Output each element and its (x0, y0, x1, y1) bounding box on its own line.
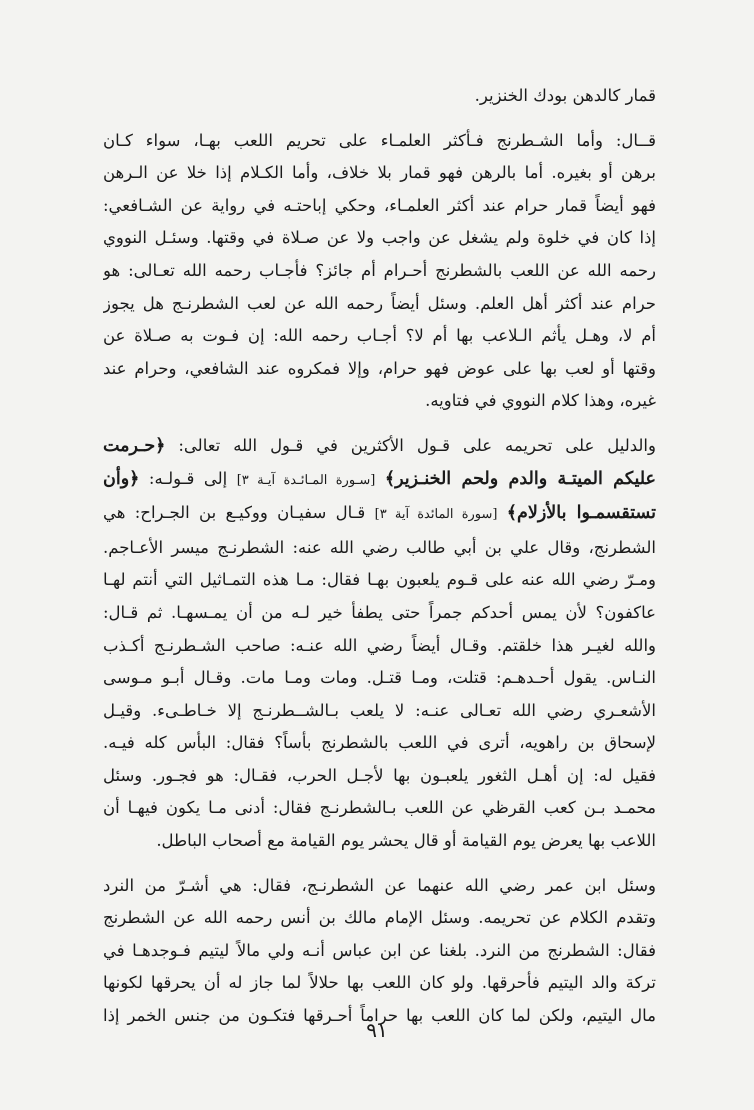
verse-reference: [سورة المائدة آية ٣] (374, 507, 498, 523)
text-run: إلى قـولـه: (148, 468, 228, 488)
text-line: حرام عند أكثر أهل العلم. وسئل أيضاً رحمه الله عن لعب الشطرنـج هل يجوز (103, 293, 656, 313)
text-line (103, 497, 656, 532)
text-line: النـاس. يقول أحـدهـم: قتلت، ومـا قتـل. ومات ومـا مات. وقـال أبـو مـوسى (103, 668, 656, 688)
text-line: تركة والد اليتيم فأحرقها. ولو كان اللعب بها حلالاً لما جاز له أن يحرقها لكونها (103, 973, 656, 993)
text-line: لإسحاق بن راهويه، أترى في اللعب بالشطرنج بأساً؟ فقال: البأس كله فيـه. (103, 733, 656, 753)
text-line: فقيل له: إن أهـل الثغور يلعبـون بها لأجـل الحرب، فقـال: هو فجـور. وسئل (103, 765, 656, 785)
text-line (103, 463, 656, 498)
text-line: اللاعب بها يعرض يوم القيامة أو قال يحشر يوم القيامة مع أصحاب الباطل. (156, 831, 656, 851)
text-line: وتقدم الكلام عن تحريمه. وسئل الإمام مالك بن أنس رحمه الله عن الشطرنج (103, 908, 656, 928)
text-line: فقال: الشطرنج من النرد. بلغنا عن ابن عباس أنـه ولي مالاً ليتيم فـوجدهـا في (103, 940, 656, 960)
quran-quote: ﴿حـرمت (103, 435, 166, 456)
text-line: محمـد بـن كعب القرظي عن اللعب بـالشطرنـج فقال: أدنى مـا يكون فيهـا أن (103, 798, 656, 818)
text-line: والله لغيـر هذا خلقتم. وقـال أيضاً رضي الله عنـه: صاحب الشـطرنـج أكـذب (103, 635, 656, 655)
verse-reference: [سـورة المـائـدة آيـة ٣] (236, 472, 376, 488)
text-line: غيره، وهذا كلام النووي في فتاويه. (425, 391, 656, 411)
text-line: ومـرّ رضي الله عنه على قـوم يلعبون بهـا فقال: مـا هذه التمـاثيل التي أنتم لهـا (103, 570, 656, 590)
paragraph-2 (103, 430, 656, 858)
text-line: وسئل ابن عمر رضي الله عنهما عن الشطرنـج، فقال: هي أشـرّ من النرد (103, 875, 656, 895)
text-line: الأشعـري رضي الله تعـالى عنـه: لا يلعب بـالشــطرنـج إلا خـاطـىء. وقيـل (103, 700, 656, 720)
header-line: قمار كالدهن بودك الخنزير. (474, 86, 656, 105)
text-line: مال اليتيم، ولكن لما كان اللعب بها حراماً أحـرقها فتكـون من جنس الخمر إذا (103, 1006, 656, 1026)
text-line: برهن أو بغيره. أما بالرهن فهو قمار بلا خلاف، وأما الكـلام إذا خلا عن الـرهن (103, 163, 656, 183)
text-line: الشطرنج، وقال علي بن أبي طالب رضي الله عنه: الشطرنـج ميسر الأعـاجم. (103, 537, 656, 557)
text-line: عاكفون؟ لأن يمس أحدكم جمراً حتى يطفأ خير لـه من أن يمـسهـا. ثم قـال: (103, 602, 656, 622)
quran-quote: ﴿وأن (103, 468, 140, 489)
page-number: ٩١ (366, 1018, 388, 1042)
quran-quote: عليكم الميتـة والدم ولحم الخنـزير﴾ (384, 468, 656, 489)
text-line: فهو أيضاً قمار حرام عند أكثر العلمـاء، وحكي إباحتـه في رواية عن الشـافعي: (103, 195, 656, 215)
text-line: وقتها أو لعب بها على عوض فهو حرام، وإلا فمكروه عند الشافعي، وحرام عند (103, 358, 656, 378)
quran-quote: تستقسمـوا بالأزلام﴾ (506, 503, 656, 524)
page-body (103, 80, 656, 1033)
text-run: قـال سفيـان ووكيـع بن الجـراح: هي (103, 503, 366, 523)
paragraph-3 (103, 870, 656, 1033)
text-line: قــال: وأما الشـطرنج فـأكثر العلمـاء على تحريم اللعب بهـا، سواء كـان (103, 130, 656, 150)
text-line: أم لا، وهـل يأثم الـلاعب بها أم لا؟ أجـاب رحمه الله: إن فـوت به صـلاة عن (103, 326, 656, 346)
text-run: والدليل على تحريمه على قـول الأكثرين في قـول الله تعالى: (178, 435, 656, 455)
text-line: إذا كان في خلوة ولم يشغل عن واجب ولا عن صـلاة في وقتها. وسئـل النووي (103, 228, 656, 248)
paragraph-1 (103, 125, 656, 418)
text-line (103, 430, 656, 463)
text-line: رحمه الله عن اللعب بالشطرنج أحـرام أم جائز؟ فأجـاب رحمه الله تعـالى: هو (103, 260, 656, 280)
